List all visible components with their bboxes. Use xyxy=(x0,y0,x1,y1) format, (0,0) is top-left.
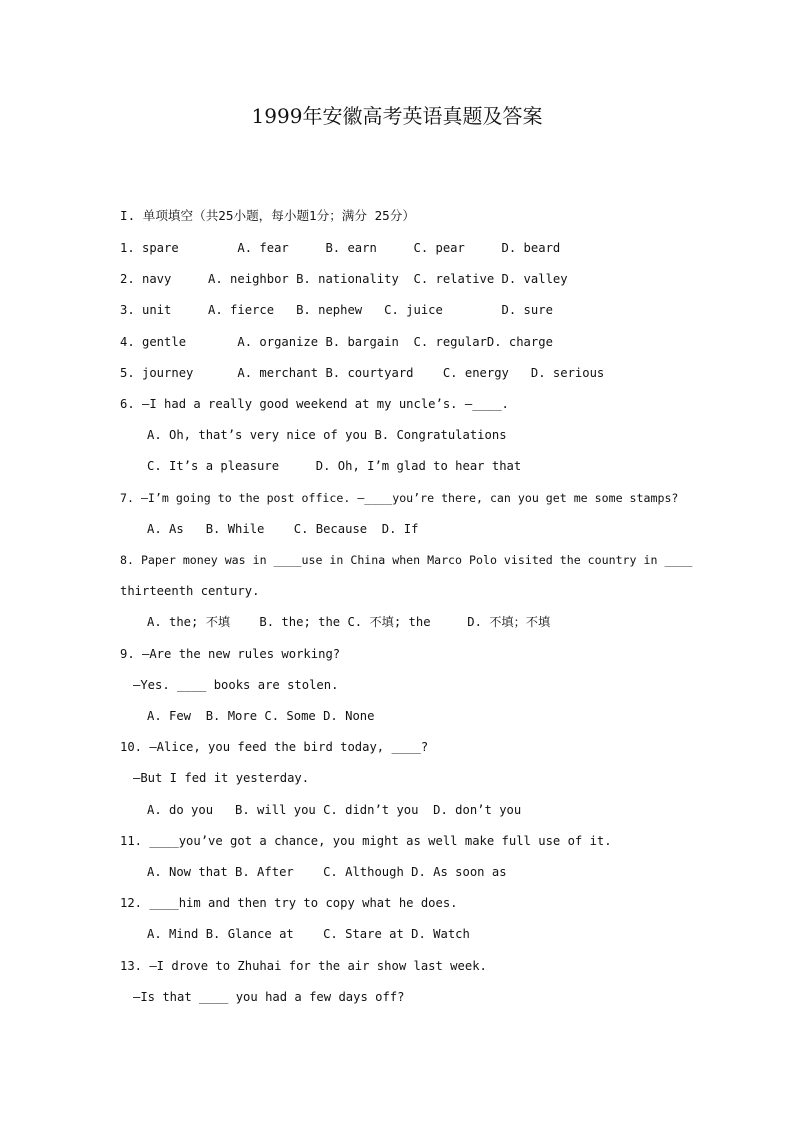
section-heading: I. 单项填空（共25小题，每小题1分；满分 25分） xyxy=(120,208,415,223)
document-title: 1999年安徽高考英语真题及答案 xyxy=(251,104,543,128)
question-6: 6. —I had a really good weekend at my uncle’s. —____. xyxy=(120,397,509,411)
question-8-options: A. the; 不填 B. the; the C. 不填; the D. 不填；不填 xyxy=(147,615,551,629)
question-9-reply: —Yes. ____ books are stolen. xyxy=(133,678,339,692)
question-6-options-row-2: C. It’s a pleasure D. Oh, I’m glad to hear that xyxy=(147,459,522,473)
question-1: 1. spare A. fear B. earn C. pear D. beard xyxy=(120,241,561,255)
question-10-reply: —But I fed it yesterday. xyxy=(133,771,310,785)
question-9-options: A. Few B. More C. Some D. None xyxy=(147,709,375,723)
question-10: 10. —Alice, you feed the bird today, ____? xyxy=(120,740,429,754)
question-13-reply: —Is that ____ you had a few days off? xyxy=(133,990,405,1004)
question-2: 2. navy A. neighbor B. nationality C. relative D. valley xyxy=(120,272,568,286)
question-10-options: A. do you B. will you C. didn’t you D. don’t you xyxy=(147,803,522,817)
question-11: 11. ____you’ve got a chance, you might as well make full use of it. xyxy=(120,834,612,848)
question-13: 13. —I drove to Zhuhai for the air show last week. xyxy=(120,959,487,973)
question-12-options: A. Mind B. Glance at C. Stare at D. Watch xyxy=(147,927,470,941)
question-7-options: A. As B. While C. Because D. If xyxy=(147,522,419,536)
question-9: 9. —Are the new rules working? xyxy=(120,647,341,661)
question-8-continued: thirteenth century. xyxy=(120,584,260,598)
question-12: 12. ____him and then try to copy what he does. xyxy=(120,896,458,910)
question-11-options: A. Now that B. After C. Although D. As soon as xyxy=(147,865,507,879)
question-3: 3. unit A. fierce B. nephew C. juice D. sure xyxy=(120,303,553,317)
question-8: 8. Paper money was in ____use in China when Marco Polo visited the country in ____ xyxy=(120,553,693,567)
question-7: 7. —I’m going to the post office. —____you’re there, can you get me some stamps? xyxy=(120,491,679,505)
question-6-options-row-1: A. Oh, that’s very nice of you B. Congratulations xyxy=(147,428,507,442)
question-4: 4. gentle A. organize B. bargain C. regularD. charge xyxy=(120,335,553,349)
question-5: 5. journey A. merchant B. courtyard C. energy D. serious xyxy=(120,366,605,380)
